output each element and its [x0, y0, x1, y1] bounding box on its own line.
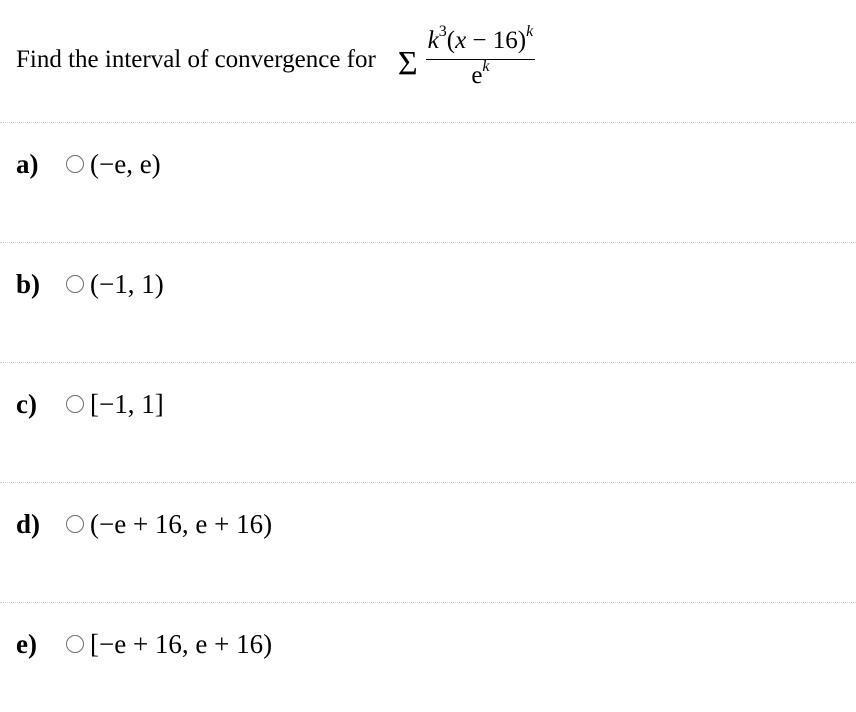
option-letter: e) — [16, 628, 37, 659]
radio-button-d[interactable] — [66, 515, 84, 533]
option-letter: d) — [16, 508, 41, 539]
answer-option-a[interactable] — [16, 144, 161, 184]
option-label: [−e + 16, e + 16) — [90, 628, 273, 659]
question-prompt — [16, 14, 535, 106]
fraction-denominator: $e^k$ — [471, 57, 490, 89]
fraction-numerator: $k^3(x - 16)^k$ — [427, 22, 534, 54]
answer-option-d[interactable] — [16, 504, 272, 544]
answer-option-c[interactable] — [16, 384, 164, 424]
option-label: (−e + 16, e + 16) — [90, 508, 273, 539]
radio-button-b[interactable] — [66, 275, 84, 293]
option-letter: a) — [16, 148, 39, 179]
divider — [0, 242, 856, 243]
question-text: Find the interval of convergence for — [16, 46, 376, 73]
option-letter: c) — [16, 388, 37, 419]
option-label: [−1, 1] — [90, 388, 164, 419]
divider — [0, 482, 856, 483]
answer-option-e[interactable] — [16, 624, 272, 664]
divider — [0, 122, 856, 123]
sigma-symbol: Σ — [397, 45, 418, 82]
radio-button-e[interactable] — [66, 635, 84, 653]
option-letter: b) — [16, 268, 41, 299]
answer-option-b[interactable] — [16, 264, 164, 304]
series-term-fraction — [426, 22, 536, 90]
radio-button-c[interactable] — [66, 395, 84, 413]
option-label: (−1, 1) — [90, 268, 164, 299]
divider — [0, 362, 856, 363]
option-label: (−e, e) — [90, 148, 161, 179]
radio-button-a[interactable] — [66, 155, 84, 173]
divider — [0, 602, 856, 603]
